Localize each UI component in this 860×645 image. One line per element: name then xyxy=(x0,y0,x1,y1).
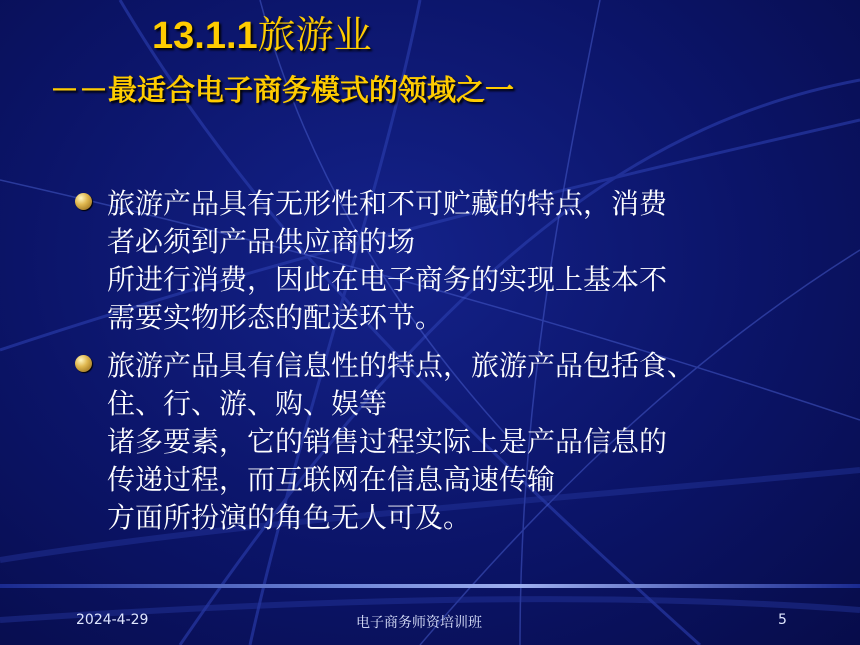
bullet-text-line: 住、行、游、购、娱等 xyxy=(107,387,388,420)
bullet-item xyxy=(75,347,815,537)
slide-title xyxy=(152,4,372,59)
bullet-text-line: 者必须到产品供应商的场 xyxy=(107,225,416,258)
bullet-text-line: 传递过程，而互联网在信息高速传输 xyxy=(107,463,556,496)
bullet-text-line: 旅游产品具有无形性和不可贮藏的特点，消费 xyxy=(107,187,668,220)
bullet-item xyxy=(75,185,815,337)
bullet-text-line: 诸多要素，它的销售过程实际上是产品信息的 xyxy=(107,425,668,458)
bullet-text-line: 方面所扮演的角色无人可及。 xyxy=(107,501,472,534)
footer-title: 电子商务师资培训班 xyxy=(356,615,482,631)
title-number: 13.1.1 xyxy=(152,15,258,57)
bullet-text-line: 旅游产品具有信息性的特点，旅游产品包括食、 xyxy=(107,349,696,382)
page-number: 5 xyxy=(778,612,787,628)
bullet-marker-icon xyxy=(75,355,92,372)
footer-divider xyxy=(0,584,860,588)
slide-subtitle: －－最适合电子商务模式的领域之一 xyxy=(50,73,515,107)
footer-date: 2024-4-29 xyxy=(76,612,149,628)
bullet-text-line: 需要实物形态的配送环节。 xyxy=(107,301,444,334)
bullet-text-line: 所进行消费，因此在电子商务的实现上基本不 xyxy=(107,263,668,296)
bullet-list xyxy=(75,185,815,547)
title-text: 旅游业 xyxy=(257,13,372,57)
bullet-marker-icon xyxy=(75,193,92,210)
